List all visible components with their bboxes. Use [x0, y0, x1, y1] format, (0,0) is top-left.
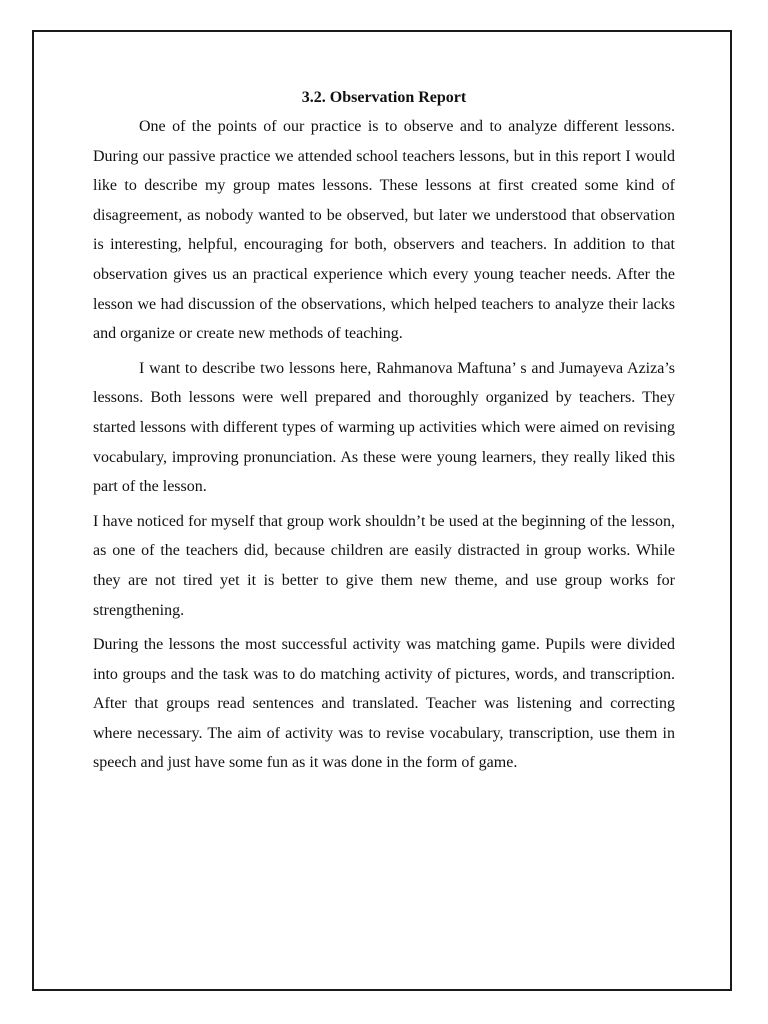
paragraph-2: I want to describe two lessons here, Rahmanova Maftuna’ s and Jumayeva Aziza’s lessons. Both lessons were well prepared and thoroughly organized by teachers. They started lessons with different types of warming up activities which were aimed on revising vocabulary, improving pronunciation. As these were young learners, they really liked this part of the lesson. — [93, 359, 675, 496]
paragraph-3: I have noticed for myself that group work shouldn’t be used at the beginning of the lesson, as one of the teachers did, because children are easily distracted in group works. While they are not tired yet it is better to give them new theme, and use group works for strengthening. — [93, 512, 675, 619]
document-title: 3.2. Observation Report — [301, 89, 467, 106]
document-body — [93, 86, 675, 783]
paragraph-1: One of the points of our practice is to observe and to analyze different lessons. During our passive practice we attended school teachers lessons, but in this report I would like to describe my group mates lessons. These lessons at first created some kind of disagreement, as nobody wanted to be observed, but later we understood that observation is interesting, helpful, encouraging for both, observers and teachers. In addition to that observation gives us an practical experience which every young teacher needs. After the lesson we had discussion of the observations, which helped teachers to analyze their lacks and organize or create new methods of teaching. — [93, 118, 675, 343]
paragraph-4: During the lessons the most successful activity was matching game. Pupils were divided into groups and the task was to do matching activity of pictures, words, and transcription. After that groups read sentences and translated. Teacher was listening and correcting where necessary. The aim of activity was to revise vocabulary, transcription, use them in speech and just have some fun as it was done in the form of game. — [93, 636, 675, 772]
